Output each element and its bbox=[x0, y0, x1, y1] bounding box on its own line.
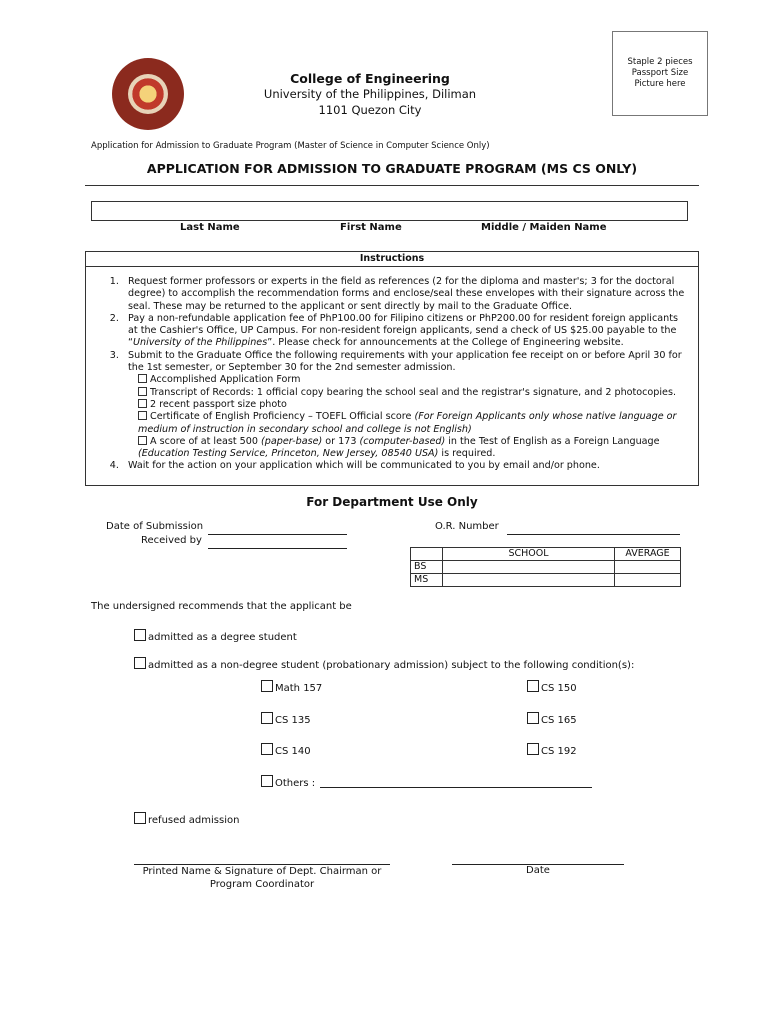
course-option: CS 135 bbox=[261, 712, 311, 726]
table-row bbox=[411, 561, 681, 574]
checkbox-icon bbox=[138, 387, 147, 396]
instruction-item: 2. Pay a non-refundable application fee of PhP100.00 for Filipino citizens or PhP200.00 for resident foreign applicants at the Cashier's Office, UP Campus. For non-resident foreign applicants, send a check of US $25.00 payable to the “University of the Philippines”. Please check for announcements at the College of Engineering website. bbox=[122, 313, 688, 350]
checkbox-icon bbox=[138, 411, 147, 420]
chairman-signature-label: Printed Name & Signature of Dept. Chairman or Program Coordinator bbox=[142, 866, 382, 890]
ms-school-cell[interactable] bbox=[443, 574, 615, 587]
university-seal bbox=[112, 58, 184, 130]
bs-school-cell[interactable] bbox=[443, 561, 615, 574]
degree-checkbox[interactable] bbox=[134, 629, 146, 641]
course-checkbox[interactable] bbox=[261, 680, 273, 692]
bs-average-cell[interactable] bbox=[615, 561, 681, 574]
college-name: College of Engineering bbox=[290, 71, 450, 86]
others-field[interactable] bbox=[320, 787, 592, 788]
requirement-item: Accomplished Application Form bbox=[128, 374, 688, 386]
school-average-table bbox=[410, 547, 681, 587]
university-name: University of the Philippines, Diliman bbox=[263, 87, 477, 101]
table-row bbox=[411, 574, 681, 587]
instructions-box bbox=[85, 251, 699, 486]
course-option: CS 165 bbox=[527, 712, 577, 726]
course-option: CS 150 bbox=[527, 680, 577, 694]
instruction-item: 3. Submit to the Graduate Office the following requirements with your application fee receipt on or before April 30 for the 1st semester, or September 30 for the 2nd semester admission. Accomplished Application Form Transcript of Records: 1 official copy bearing the school seal and the registrar's signature, and 2 photocopies. 2 recent passport size photo Certificate of English Proficiency – TOEFL Official score (For Foreign Applicants only whose native language or medium of instruction in secondary school and college is not English) A score of at least 500 (paper-base) or 173 (computer-based) in the Test of English as a Foreign Language (Education Testing Service, Princeton, New Jersey, 08540 USA) is required. bbox=[122, 350, 688, 461]
ms-average-cell[interactable] bbox=[615, 574, 681, 587]
requirement-item: Certificate of English Proficiency – TOEFL Official score (For Foreign Applicants only whose native language or medium of instruction in secondary school and college is not English) bbox=[138, 411, 677, 435]
middle-name-label: Middle / Maiden Name bbox=[481, 222, 607, 233]
others-option: Others : bbox=[261, 775, 315, 789]
degree-option: admitted as a degree student bbox=[134, 629, 297, 643]
form-title: APPLICATION FOR ADMISSION TO GRADUATE PROGRAM (MS CS ONLY) bbox=[146, 161, 638, 176]
received-by-field[interactable] bbox=[208, 548, 347, 549]
or-number-field[interactable] bbox=[507, 534, 680, 535]
date-of-submission-field[interactable] bbox=[208, 534, 347, 535]
dept-use-heading: For Department Use Only bbox=[306, 495, 478, 509]
requirement-item: A score of at least 500 (paper-base) or 173 (computer-based) in the Test of English as a Foreign Language (Education Testing Service, Princeton, New Jersey, 08540 USA) is required. bbox=[138, 435, 660, 460]
refused-option: refused admission bbox=[134, 812, 239, 826]
others-checkbox[interactable] bbox=[261, 775, 273, 787]
course-option: CS 140 bbox=[261, 743, 311, 757]
first-name-label: First Name bbox=[340, 222, 402, 233]
name-input[interactable] bbox=[91, 201, 688, 221]
row-label: MS bbox=[411, 574, 443, 587]
or-number-label: O.R. Number bbox=[435, 521, 499, 532]
course-checkbox[interactable] bbox=[527, 680, 539, 692]
date-of-submission-label: Date of Submission bbox=[106, 521, 204, 532]
course-checkbox[interactable] bbox=[527, 743, 539, 755]
row-label: BS bbox=[411, 561, 443, 574]
course-checkbox[interactable] bbox=[261, 712, 273, 724]
checkbox-icon bbox=[138, 374, 147, 383]
received-by-label: Received by bbox=[141, 535, 202, 546]
instruction-item: 1. Request former professors or experts in the field as references (2 for the diploma and master's; 3 for the doctoral degree) to accomplish the recommendation forms and enclose/seal these envelopes with their signature across the seal. These may be returned to the applicant or sent directly by mail to the Graduate Office. bbox=[122, 276, 688, 313]
date-label: Date bbox=[526, 865, 550, 876]
requirement-item: Transcript of Records: 1 official copy bearing the school seal and the registrar's signature, and 2 photocopies. bbox=[128, 387, 688, 399]
refused-checkbox[interactable] bbox=[134, 812, 146, 824]
instruction-item: 4. Wait for the action on your application which will be communicated to you by email and/or phone. bbox=[122, 460, 688, 472]
course-option: CS 192 bbox=[527, 743, 577, 757]
checkbox-icon bbox=[138, 399, 147, 408]
city: 1101 Quezon City bbox=[318, 103, 422, 117]
school-header: SCHOOL bbox=[443, 548, 615, 561]
divider bbox=[85, 185, 699, 186]
average-header: AVERAGE bbox=[615, 548, 681, 561]
photo-box: Staple 2 pieces Passport Size Picture here bbox=[612, 31, 708, 116]
instructions-heading: Instructions bbox=[86, 252, 698, 267]
last-name-label: Last Name bbox=[180, 222, 240, 233]
course-checkbox[interactable] bbox=[527, 712, 539, 724]
requirement-item: 2 recent passport size photo bbox=[128, 399, 688, 411]
recommendation-intro: The undersigned recommends that the applicant be bbox=[91, 601, 352, 612]
course-option: Math 157 bbox=[261, 680, 322, 694]
course-checkbox[interactable] bbox=[261, 743, 273, 755]
checkbox-icon bbox=[138, 436, 147, 445]
nondegree-checkbox[interactable] bbox=[134, 657, 146, 669]
form-subtitle: Application for Admission to Graduate Program (Master of Science in Computer Science Only) bbox=[91, 141, 490, 151]
nondegree-option: admitted as a non-degree student (probationary admission) subject to the following condition(s): bbox=[134, 657, 634, 671]
